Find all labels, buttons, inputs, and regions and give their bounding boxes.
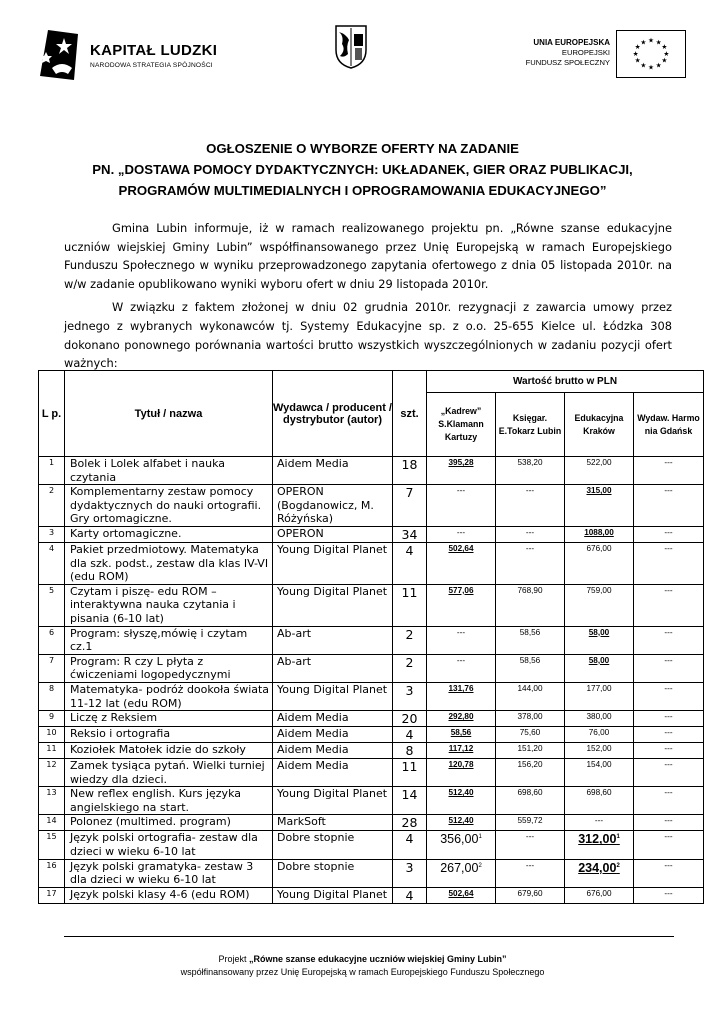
announcement-title [40,138,685,201]
row-publisher: Ab-art [273,626,393,654]
row-value-bidder-3: 380,00 [565,711,634,727]
footer-line-1 [40,953,685,966]
row-value-bidder-3: 676,00 [565,887,634,903]
row-number: 8 [39,682,65,710]
row-quantity: 8 [393,743,427,759]
row-number: 12 [39,759,65,787]
row-value-bidder-2: 559,72 [496,815,565,831]
row-quantity: 2 [393,654,427,682]
row-value-bidder-3: 1088,00 [565,526,634,542]
eu-flag-icon [616,30,686,78]
row-value-bidder-4: --- [634,759,704,787]
svg-text:★: ★ [663,49,670,58]
row-value-bidder-4: --- [634,831,704,859]
svg-text:★: ★ [640,61,647,70]
row-value-bidder-1: --- [427,526,496,542]
row-value-bidder-2: --- [496,859,565,887]
row-publisher: Dobre stopnie [273,859,393,887]
kapital-ludzki-logo [38,28,238,88]
row-value-bidder-1: --- [427,626,496,654]
row-value-bidder-4: --- [634,887,704,903]
table-row [39,485,704,527]
header-bidder-tokarz: Księgar. E.Tokarz Lubin [496,393,565,457]
row-value-bidder-2: 538,20 [496,457,565,485]
svg-text:★: ★ [655,38,662,47]
table-row [39,787,704,815]
row-number: 14 [39,815,65,831]
table-row [39,743,704,759]
row-quantity: 3 [393,682,427,710]
svg-text:★: ★ [661,56,668,65]
row-number: 7 [39,654,65,682]
row-value-bidder-2: 679,60 [496,887,565,903]
table-row [39,682,704,710]
row-title: Zamek tysiąca pytań. Wielki turniej wiedzy dla dzieci. [65,759,273,787]
row-value-bidder-2: 58,56 [496,654,565,682]
header-gross-value: Wartość brutto w PLN [427,371,704,393]
row-value-bidder-1: 292,80 [427,711,496,727]
eu-line-3: FUNDUSZ SPOŁECZNY [525,58,610,67]
row-value-bidder-2: 768,90 [496,584,565,626]
row-value-bidder-1: 502,64 [427,887,496,903]
row-value-bidder-4: --- [634,654,704,682]
row-value-bidder-1: 502,64 [427,542,496,584]
row-value-bidder-2: --- [496,831,565,859]
header-lp: L p. [39,371,65,457]
row-value-bidder-3: 315,00 [565,485,634,527]
svg-text:★: ★ [648,36,654,45]
row-value-bidder-2: 151,20 [496,743,565,759]
table-row [39,727,704,743]
offers-table-body [39,457,704,904]
footnote-mark: 2 [478,862,482,869]
row-number: 15 [39,831,65,859]
row-publisher: Dobre stopnie [273,831,393,859]
row-value-bidder-2: 156,20 [496,759,565,787]
row-value-bidder-3: --- [565,815,634,831]
header-qty: szt. [393,371,427,457]
eu-line-2: EUROPEJSKI [561,48,610,57]
row-value-bidder-3: 759,00 [565,584,634,626]
kapital-ludzki-subtitle: NARODOWA STRATEGIA SPÓJNOŚCI [90,62,213,69]
row-publisher: Ab-art [273,654,393,682]
row-title: Komplementarny zestaw pomocy dydaktycznych do nauki ortografii. Gry ortomagiczne. [65,485,273,527]
intro-paragraph-2: W związku z faktem złożonej w dniu 02 grudnia 2010r. rezygnacji z zawarcia umowy przez jednego z wybranych wykonawców tj. Systemy Edukacyjne sp. z o.o. 25-655 Kielce ul. Łódzka 308 dokonano ponownego porównania wartości brutto wszystkich wyszczególnionych w zadaniu pozycji ofert ważnych: [64,300,672,371]
row-value-bidder-1: 267,00$^2$ [427,859,496,887]
svg-text:★: ★ [648,63,654,72]
row-number: 17 [39,887,65,903]
row-title: Język polski gramatyka- zestaw 3 dla dzieci w wieku 6-10 lat [65,859,273,887]
row-quantity: 4 [393,542,427,584]
row-value-bidder-4: --- [634,815,704,831]
row-value-bidder-4: --- [634,743,704,759]
eu-text [500,38,610,68]
row-quantity: 4 [393,887,427,903]
row-number: 9 [39,711,65,727]
title-line-2: PN. „DOSTAWA POMOCY DYDAKTYCZNYCH: UKŁADANEK, GIER ORAZ PUBLIKACJI, [92,162,633,177]
row-value-bidder-4: --- [634,542,704,584]
table-row [39,831,704,859]
row-publisher: Young Digital Planet [273,584,393,626]
row-value-bidder-1: 131,76 [427,682,496,710]
row-quantity: 11 [393,759,427,787]
footer-project-name: „Równe szanse edukacyjne uczniów wiejskiej Gminy Lubin” [248,954,507,964]
row-value-bidder-4: --- [634,526,704,542]
row-value-bidder-1: 120,78 [427,759,496,787]
row-quantity: 7 [393,485,427,527]
row-publisher: Aidem Media [273,743,393,759]
row-publisher: Young Digital Planet [273,682,393,710]
eu-line-1: UNIA EUROPEJSKA [533,38,610,47]
footnote-mark: 1 [478,834,482,841]
row-value-bidder-1: 577,06 [427,584,496,626]
row-publisher: OPERON (Bogdanowicz, M. Różyńska) [273,485,393,527]
row-value-bidder-3: 58,00 [565,626,634,654]
row-value-bidder-2: 378,00 [496,711,565,727]
row-value-bidder-1: 117,12 [427,743,496,759]
row-value-bidder-4: --- [634,859,704,887]
row-value-bidder-3: 76,00 [565,727,634,743]
row-quantity: 20 [393,711,427,727]
offers-table [38,370,704,904]
row-value-bidder-3: 522,00 [565,457,634,485]
title-line-1: OGŁOSZENIE O WYBORZE OFERTY NA ZADANIE [206,141,519,156]
svg-text:★: ★ [661,43,668,52]
header-bidder-edukacyjna: Edukacyjna Kraków [565,393,634,457]
row-value-bidder-3: 312,00$^1$ [565,831,634,859]
row-publisher: Aidem Media [273,759,393,787]
row-number: 11 [39,743,65,759]
footnote-mark: 2 [616,862,620,869]
row-value-bidder-3: 152,00 [565,743,634,759]
row-publisher: Aidem Media [273,711,393,727]
svg-text:★: ★ [655,61,662,70]
row-number: 2 [39,485,65,527]
page-footer [40,953,685,979]
row-quantity: 34 [393,526,427,542]
row-publisher: MarkSoft [273,815,393,831]
intro-text [64,219,672,378]
table-row [39,887,704,903]
svg-text:★: ★ [634,56,641,65]
row-title: Język polski klasy 4-6 (edu ROM) [65,887,273,903]
row-value-bidder-3: 676,00 [565,542,634,584]
table-row [39,457,704,485]
kapital-ludzki-emblem-icon [38,28,80,82]
svg-text:★: ★ [634,43,641,52]
row-publisher: Young Digital Planet [273,542,393,584]
row-publisher: Young Digital Planet [273,887,393,903]
row-value-bidder-4: --- [634,727,704,743]
header-bidder-harmonia: Wydaw. Harmo nia Gdańsk [634,393,704,457]
row-number: 3 [39,526,65,542]
row-value-bidder-2: 75,60 [496,727,565,743]
intro-paragraph-1: Gmina Lubin informuje, iż w ramach realizowanego projektu pn. „Równe szanse edukacyjne uczniów wiejskiej Gminy Lubin” współfinansowanego przez Unię Europejską w ramach Europejskiego Funduszu Społecznego w wyniku przeprowadzonego zapytania ofertowego z dnia 05 listopada 2010r. na w/w zadanie opublikowano wyniki wyboru ofert w dniu 29 listopada 2010r. [64,221,672,291]
row-value-bidder-4: --- [634,626,704,654]
row-quantity: 11 [393,584,427,626]
row-number: 13 [39,787,65,815]
row-value-bidder-4: --- [634,584,704,626]
page-header [0,18,725,98]
row-title: Program: słyszę,mówię i czytam cz.1 [65,626,273,654]
row-publisher: Aidem Media [273,457,393,485]
row-value-bidder-2: --- [496,526,565,542]
svg-text:★: ★ [632,49,639,58]
row-publisher: Young Digital Planet [273,787,393,815]
row-title: Reksio i ortografia [65,727,273,743]
header-publisher: Wydawca / producent / dystrybutor (autor) [273,371,393,457]
row-value-bidder-3: 698,60 [565,787,634,815]
row-value-bidder-3: 154,00 [565,759,634,787]
row-value-bidder-2: --- [496,542,565,584]
row-value-bidder-3: 234,00$^2$ [565,859,634,887]
table-row [39,542,704,584]
footnote-mark: 1 [616,834,620,841]
row-value-bidder-1: 58,56 [427,727,496,743]
row-quantity: 14 [393,787,427,815]
table-row [39,584,704,626]
row-value-bidder-4: --- [634,682,704,710]
row-number: 10 [39,727,65,743]
table-row [39,654,704,682]
footer-line-2: współfinansowany przez Unię Europejską w ramach Europejskiego Funduszu Społecznego [180,967,545,977]
row-quantity: 18 [393,457,427,485]
row-publisher: OPERON [273,526,393,542]
row-quantity: 4 [393,727,427,743]
row-quantity: 2 [393,626,427,654]
row-number: 16 [39,859,65,887]
title-line-3: PROGRAMÓW MULTIMEDIALNYCH I OPROGRAMOWANIA EDUKACYJNEGO” [118,183,607,198]
row-value-bidder-2: 144,00 [496,682,565,710]
row-number: 4 [39,542,65,584]
table-row [39,711,704,727]
row-title: Czytam i piszę- edu ROM – interaktywna nauka czytania i pisania (6-10 lat) [65,584,273,626]
row-value-bidder-3: 58,00 [565,654,634,682]
footer-divider [64,936,674,937]
row-title: Bolek i Lolek alfabet i nauka czytania [65,457,273,485]
table-row [39,859,704,887]
table-row [39,626,704,654]
row-value-bidder-2: 58,56 [496,626,565,654]
row-value-bidder-1: 512,40 [427,815,496,831]
row-number: 5 [39,584,65,626]
row-title: Język polski ortografia- zestaw dla dzieci w wieku 6-10 lat [65,831,273,859]
row-title: Polonez (multimed. program) [65,815,273,831]
row-value-bidder-2: 698,60 [496,787,565,815]
table-row [39,815,704,831]
row-value-bidder-1: 356,00$^1$ [427,831,496,859]
row-value-bidder-4: --- [634,711,704,727]
row-value-bidder-1: --- [427,485,496,527]
row-value-bidder-3: 177,00 [565,682,634,710]
header-bidder-kadrew: „Kadrew” S.Klamann Kartuzy [427,393,496,457]
row-value-bidder-1: 512,40 [427,787,496,815]
row-title: Karty ortomagiczne. [65,526,273,542]
kapital-ludzki-title: KAPITAŁ LUDZKI [90,42,218,59]
row-title: New reflex english. Kurs języka angielskiego na start. [65,787,273,815]
row-quantity: 28 [393,815,427,831]
row-title: Koziołek Matołek idzie do szkoły [65,743,273,759]
row-value-bidder-2: --- [496,485,565,527]
row-number: 6 [39,626,65,654]
row-quantity: 3 [393,859,427,887]
row-title: Program: R czy L płyta z ćwiczeniami logopedycznymi [65,654,273,682]
table-row [39,526,704,542]
row-quantity: 4 [393,831,427,859]
row-title: Liczę z Reksiem [65,711,273,727]
header-title: Tytuł / nazwa [65,371,273,457]
row-publisher: Aidem Media [273,727,393,743]
footer-prefix: Projekt [218,954,249,964]
coat-of-arms-icon [334,24,368,70]
row-value-bidder-1: --- [427,654,496,682]
row-number: 1 [39,457,65,485]
row-value-bidder-1: 395,28 [427,457,496,485]
table-row [39,759,704,787]
row-value-bidder-4: --- [634,787,704,815]
svg-text:★: ★ [640,38,647,47]
row-value-bidder-4: --- [634,457,704,485]
row-title: Matematyka- podróż dookoła świata 11-12 lat (edu ROM) [65,682,273,710]
row-value-bidder-4: --- [634,485,704,527]
row-title: Pakiet przedmiotowy. Matematyka dla szk. podst., zestaw dla klas IV-VI (edu ROM) [65,542,273,584]
